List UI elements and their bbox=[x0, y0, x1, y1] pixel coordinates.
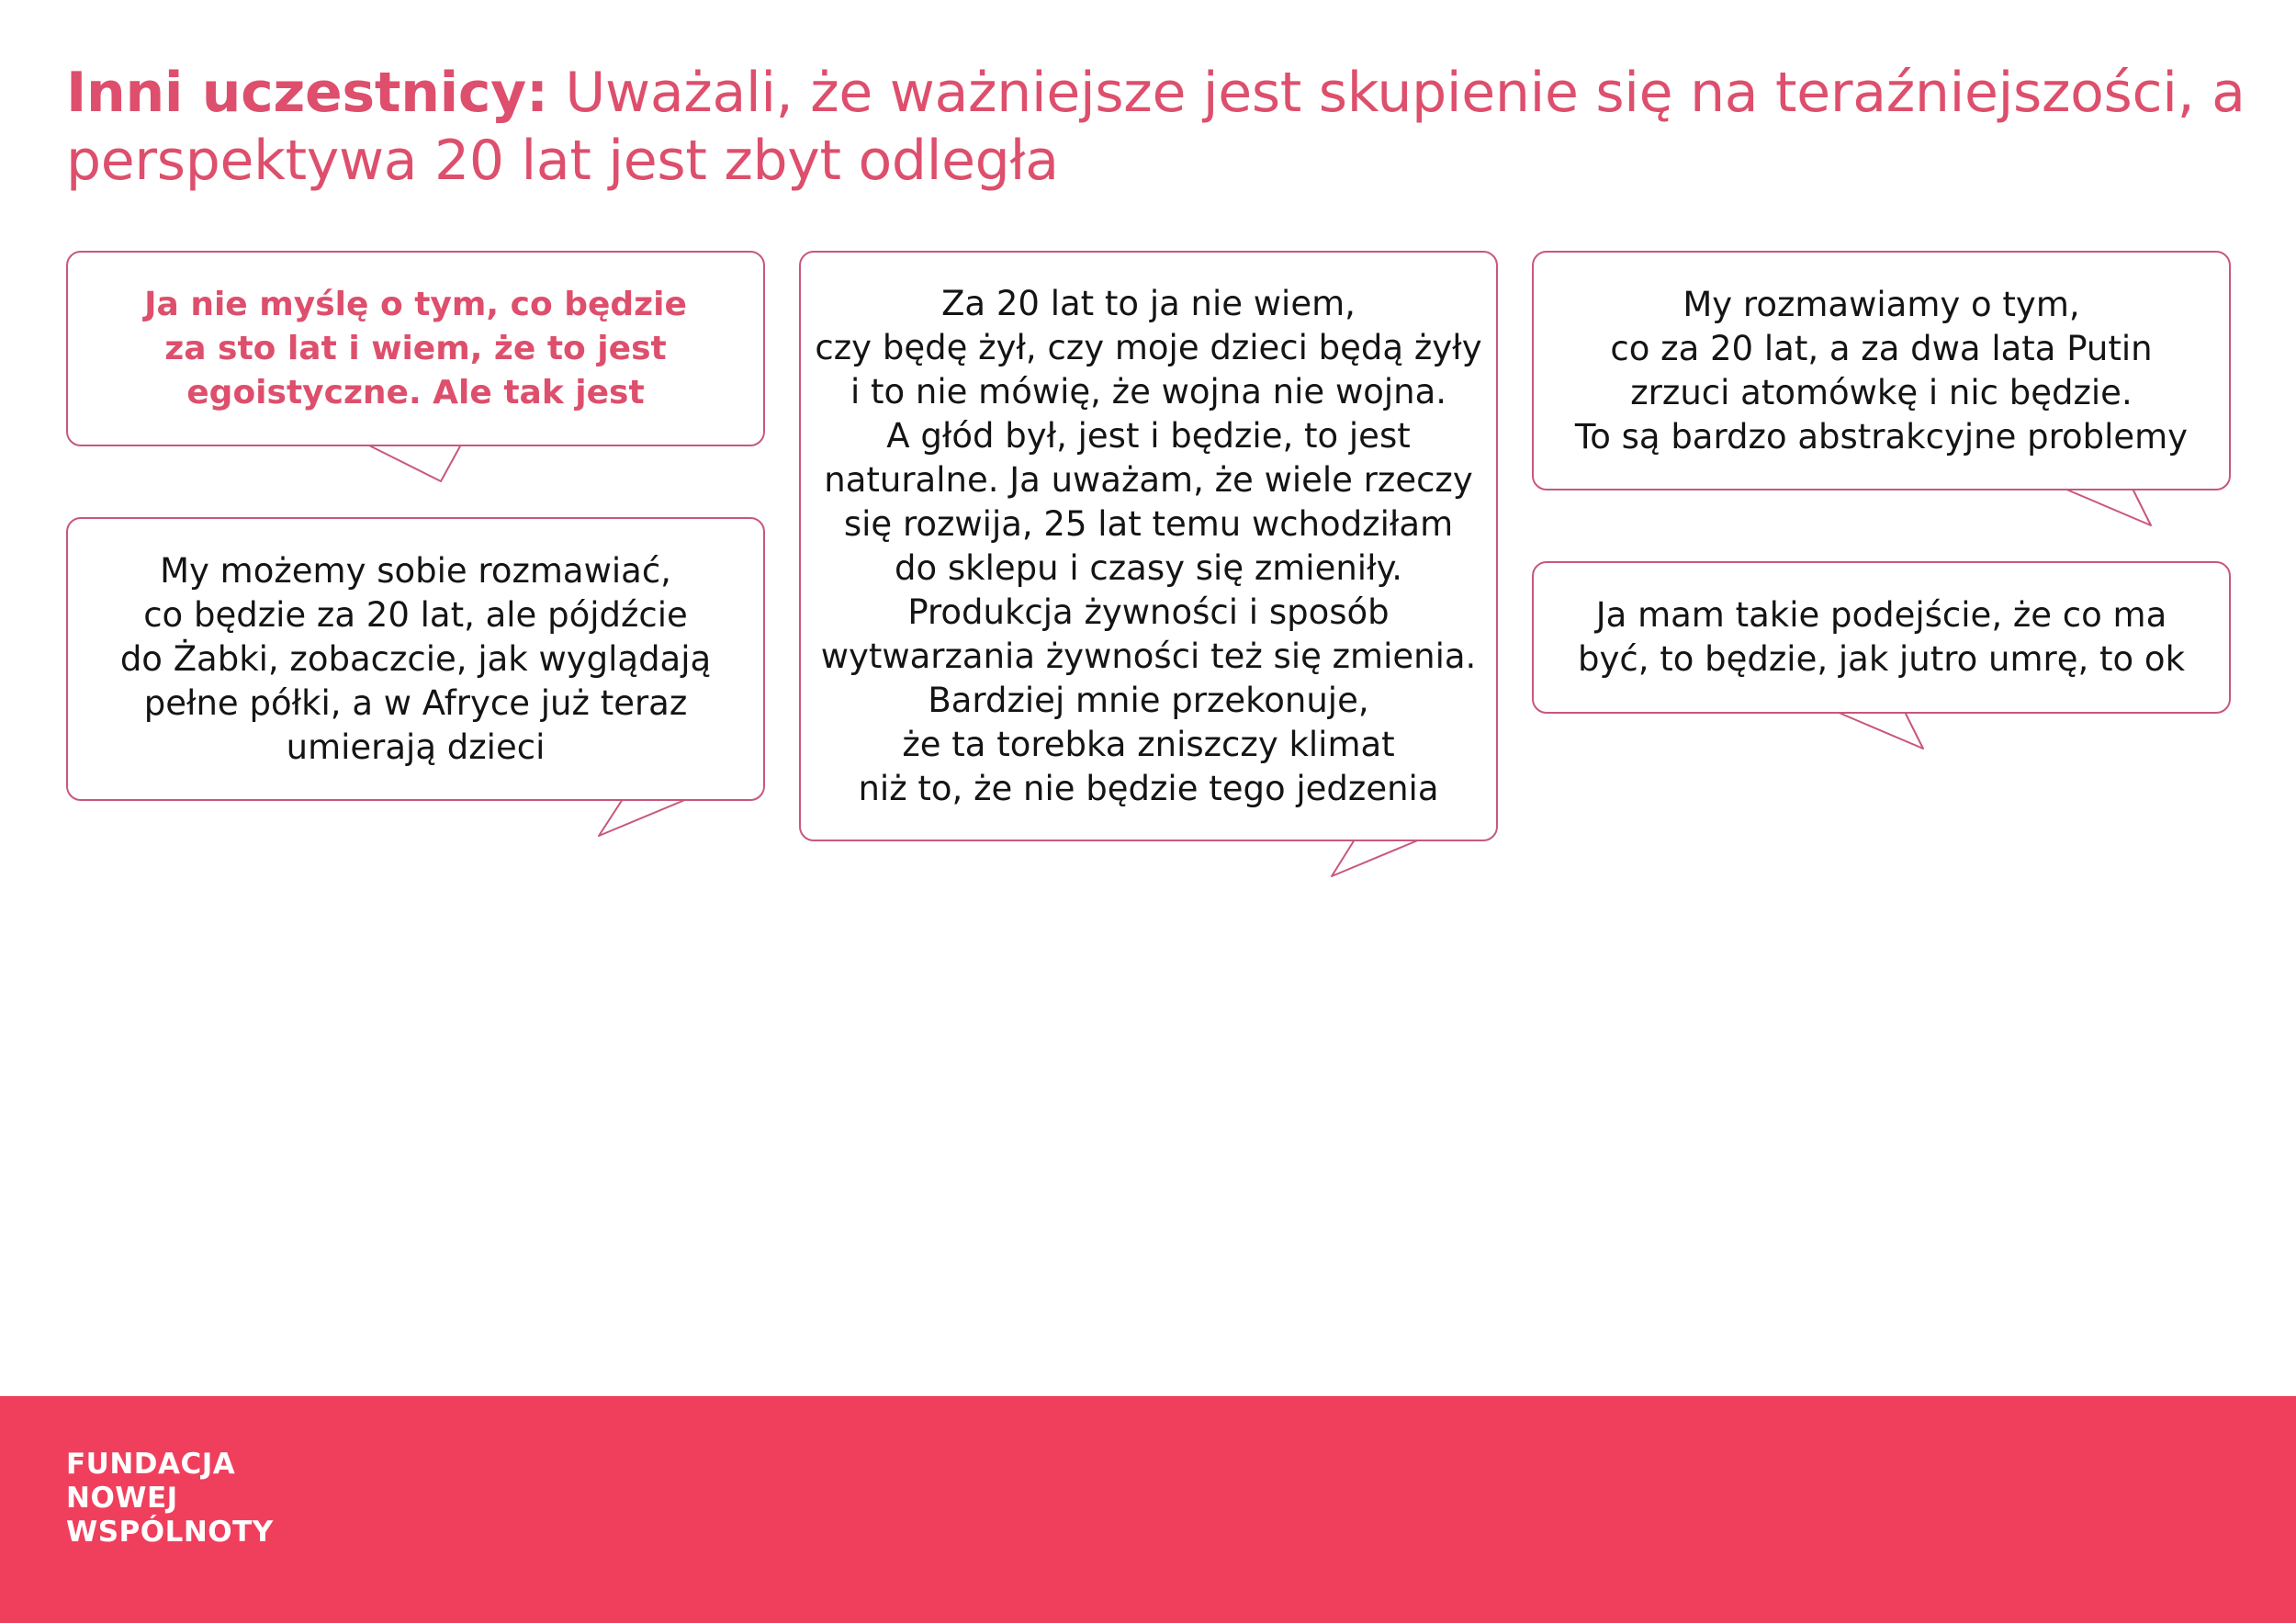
logo-line-2: NOWEJ bbox=[66, 1482, 178, 1515]
bubble-tail-4 bbox=[2065, 489, 2151, 525]
title-label: Inni uczestnicy: bbox=[66, 61, 548, 125]
quote-text-2: My możemy sobie rozmawiać, co będzie za 20 lat, ale pójdźcie do Żabki, zobaczcie, jak wyglądają pełne półki, a w Afryce już teraz umierają dzieci bbox=[119, 550, 712, 767]
title-text: Uważali, że ważniejsze jest skupienie się na teraźniejszości, a perspektywa 20 lat jest zbyt odległa bbox=[66, 61, 2245, 193]
quote-bubble-1 bbox=[66, 251, 765, 446]
quote-text-5: Ja mam takie podejście, że co ma być, to będzie, jak jutro umrę, to ok bbox=[1577, 595, 2185, 679]
quote-bubble-5 bbox=[1532, 561, 2231, 714]
logo-line-1: FUNDACJA bbox=[66, 1448, 236, 1481]
bubble-tail-2 bbox=[599, 799, 687, 836]
foundation-logo bbox=[66, 1448, 274, 1550]
quote-bubble-4 bbox=[1532, 251, 2231, 490]
quote-bubble-3 bbox=[799, 251, 1498, 841]
quote-text-4: My rozmawiamy o tym, co za 20 lat, a za dwa lata Putin zrzuci atomówkę i nic będzie. To są bardzo abstrakcyjne problemy bbox=[1574, 284, 2189, 456]
bubble-tail-1 bbox=[367, 445, 461, 481]
bubble-tail-3 bbox=[1332, 840, 1420, 876]
footer-bar bbox=[0, 1396, 2296, 1623]
bubble-tail-5 bbox=[1837, 712, 1923, 749]
logo-line-3: WSPÓLNOTY bbox=[66, 1516, 274, 1549]
quote-text-3: Za 20 lat to ja nie wiem, czy będę żył, czy moje dzieci będą żyły i to nie mówię, że wojna nie wojna. A głód był, jest i będzie, to jest naturalne. Ja uważam, że wiele rzeczy się rozwija, 25 lat temu wchodziłam do sklepu i czasy się zmieniły. Produkcja żywności i sposób wytwarzania żywności też się zmienia. Bardziej mnie przekonuje, że ta torebka zniszczy klimat niż to, że nie będzie tego jedzenia bbox=[815, 283, 1482, 808]
quote-bubble-2 bbox=[66, 517, 765, 801]
page-title bbox=[66, 59, 2252, 195]
quote-text-1: Ja nie myślę o tym, co będzie za sto lat i wiem, że to jest egoistyczne. Ale tak jest bbox=[144, 285, 687, 411]
